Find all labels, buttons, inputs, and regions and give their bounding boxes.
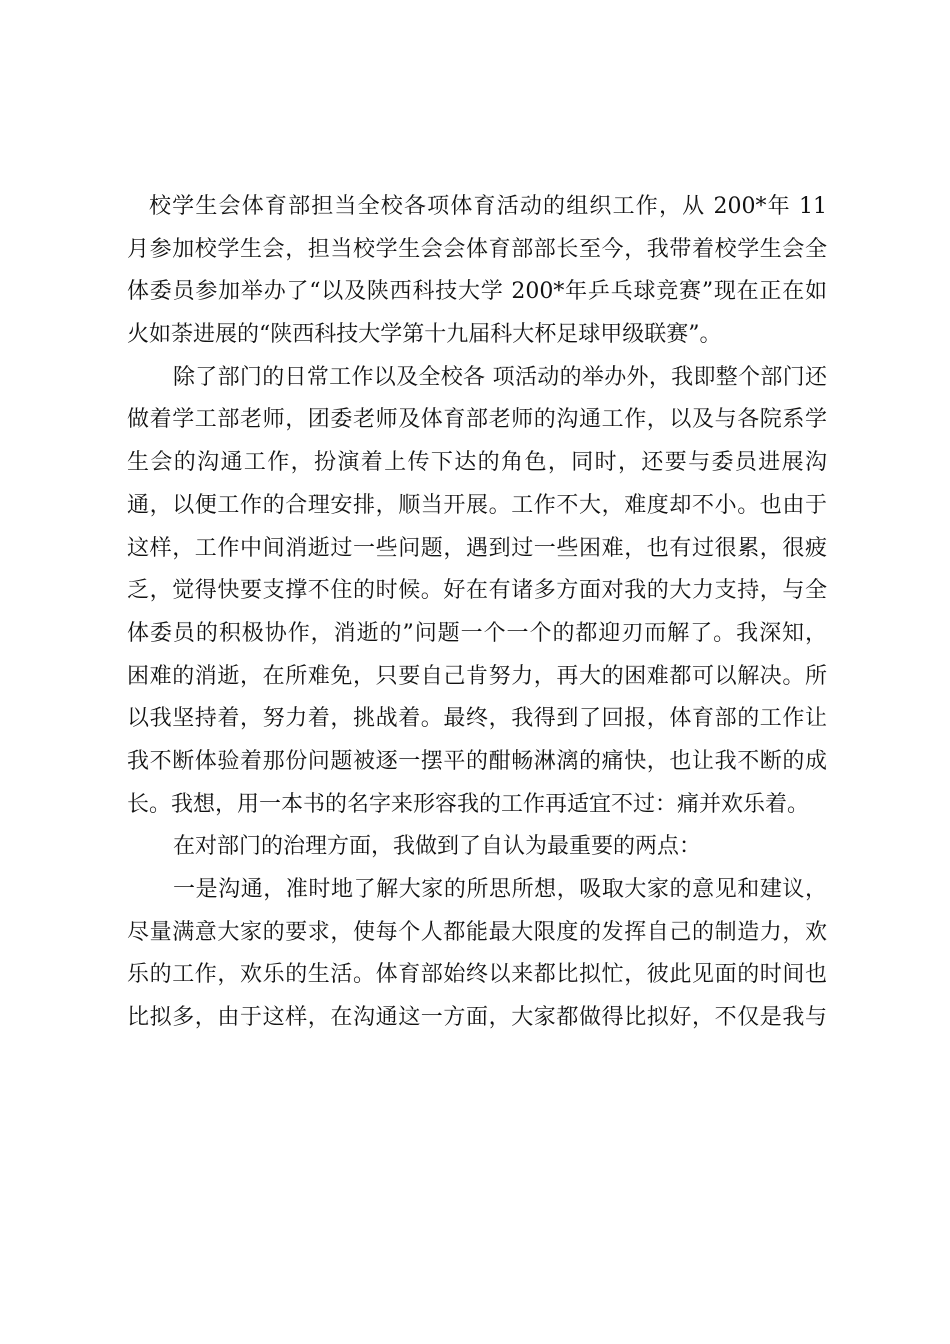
text-line: 火如荼进展的“陕西科技大学第十九届科大杯足球甲级联赛”。 [127,322,722,348]
text-line: 体委员的积极协作，消逝的”问题一个一个的都迎刃而解了。我深知， [127,620,827,646]
text-line: 月参加校学生会，担当校学生会会体育部部长至今，我带着校学生会全 [127,236,827,262]
text-line: 校学生会体育部担当全校各项体育活动的组织工作，从 200*年 11 [149,194,827,219]
text-line: 通，以便工作的合理安排，顺当开展。工作不大，难度却不小。也由于 [127,492,827,518]
text-line: 困难的消逝，在所难免，只要自己肯努力，再大的困难都可以解决。所 [127,663,827,689]
document-body [127,186,827,1040]
text-line: 做着学工部老师，团委老师及体育部老师的沟通工作，以及与各院系学 [127,407,827,433]
text-line: 一是沟通，准时地了解大家的所思所想，吸取大家的意见和建议， [173,877,827,902]
text-line: 乐的工作，欢乐的生活。体育部始终以来都比拟忙，彼此见面的时间也 [127,962,827,988]
text-line: 长。我想，用一本书的名字来形容我的工作再适宜不过：痛并欢乐着。 [127,791,810,817]
text-line: 以我坚持着，努力着，挑战着。最终，我得到了回报，体育部的工作让 [127,706,827,732]
text-line: 生会的沟通工作，扮演着上传下达的角色，同时，还要与委员进展沟 [127,450,827,476]
text-line: 在对部门的治理方面，我做到了自认为最重要的两点： [173,834,702,860]
text-line: 尽量满意大家的要求，使每个人都能最大限度的发挥自己的制造力，欢 [127,919,827,945]
text-line: 乏，觉得快要支撑不住的时候。好在有诸多方面对我的大力支持，与全 [127,578,827,604]
text-line: 除了部门的日常工作以及全校各 项活动的举办外，我即整个部门还 [173,364,827,390]
text-line: 这样，工作中间消逝过一些问题，遇到过一些困难，也有过很累，很疲 [127,535,827,561]
paragraph-2 [127,357,827,827]
text-line: 我不断体验着那份问题被逐一摆平的酣畅淋漓的痛快，也让我不断的成 [127,748,827,774]
paragraph-1 [127,186,827,357]
text-line: 体委员参加举办了“以及陕西科技大学 200*年乒乓球竞赛”现在正在如 [127,279,827,305]
paragraph-3 [127,826,827,869]
paragraph-4 [127,869,827,1040]
text-line: 比拟多，由于这样，在沟通这一方面，大家都做得比拟好，不仅是我与 [127,1005,827,1031]
